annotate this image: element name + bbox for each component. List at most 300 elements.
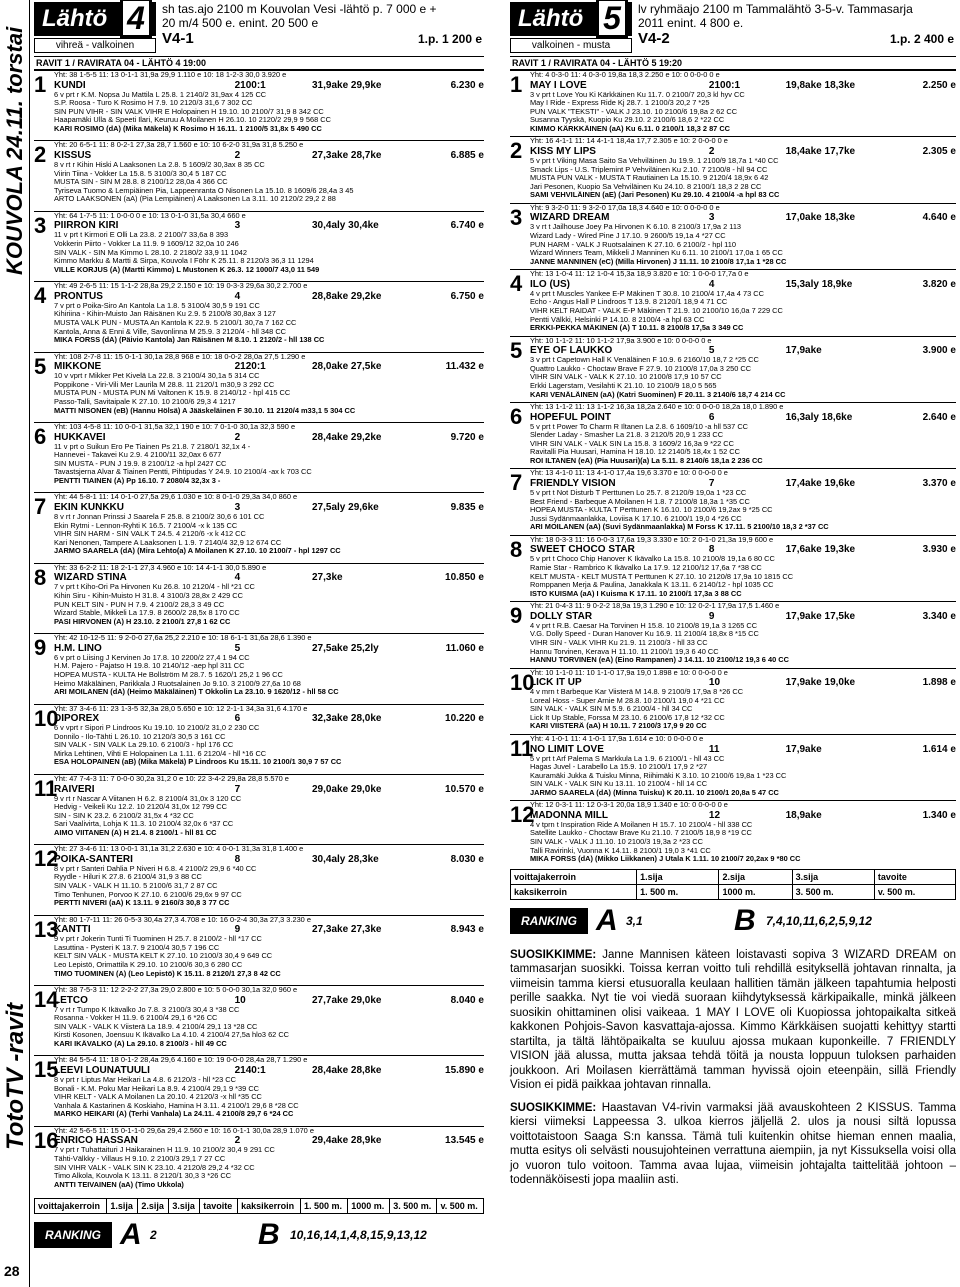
start-line: PUN KELT SIN - PUN H 7.9. 4 2100/2 28,3 3 49 CC: [54, 600, 225, 609]
driver-line: ROI ILTANEN (eA) (Pia Huusari)(a) La 5.11. 8 2140/6 18,1a 2 236 CC: [530, 456, 763, 465]
runner-stats: Yht: 47 7-4-3 11: 7 0-0-0 30,2a 31,2 0 e 10: 22 3-4-2 29,8a 28,8 5.570 e: [54, 774, 289, 783]
runner-number: 2: [34, 142, 47, 168]
start-info: 2: [234, 431, 241, 443]
start-line: Kantola, Anna & Enni & Ville, Savonlinna M 25.9. 3 2120/4 - hll 348 CC: [54, 327, 286, 336]
runner-block: [510, 402, 956, 468]
runner-name-line: [54, 643, 484, 654]
runner-block: [34, 985, 484, 1055]
record: 18,9ake: [785, 809, 822, 821]
runner-number: 1: [34, 72, 47, 97]
runner-block: [34, 633, 484, 703]
start-line: Sari Vaalivirta, Lohja K 11.3. 10 2100/4 32,0x 6 *37 CC: [54, 820, 234, 829]
table-header-cell: 1. 500 m.: [637, 884, 719, 899]
runner-stats: Yht: 13 1-1-2 11: 13 1-1-2 16,3a 18,2a 2.640 e 10: 0 0-0-0 18,2a 18,0 1.890 e: [530, 402, 784, 411]
race-info-line1: sh tas.ajo 2100 m Kouvolan Vesi -lähtö p. 7 000 e +: [162, 2, 437, 16]
runner-number: 12: [34, 846, 59, 872]
driver-line: ARI MOILANEN (dA) (Heimo Mäkäläinen) T Okkolin La 23.10. 9 1620/12 - hll 58 CC: [54, 688, 339, 697]
runner-stats: Yht: 38 1-5-5 11: 13 0-1-1 31,9a 29,9 1.110 e 10: 18 1-2-3 30,0 3.920 e: [54, 71, 287, 79]
start-line: SIN VALK - VALK SIN Ku 13.11. 10 2100/4 - hll 14 CC: [530, 780, 708, 789]
runner-number: 3: [34, 212, 47, 238]
start-line: Talli Ravirinki, Vuonna K 14.11. 8 2100/1 19,0 3 *41 CC: [530, 846, 711, 855]
ranking-a-letter: A: [596, 903, 618, 937]
ranking-b-value: 10,16,14,1,4,8,15,9,13,12: [290, 1228, 427, 1243]
runner-number: 6: [510, 403, 523, 429]
record: 29,4ake 28,9ke: [311, 1135, 382, 1147]
runner-name-line: [530, 810, 956, 821]
ranking-a-letter: A: [120, 1218, 142, 1252]
horse-name: POIKA-SANTERI: [54, 853, 133, 865]
runner-name-line: [54, 854, 484, 865]
runner-number: 10: [510, 669, 535, 695]
runner-name-line: [530, 146, 956, 157]
runner-number: 9: [34, 635, 47, 661]
driver-line: HANNU TORVINEN (eA) (Eino Rampanen) J 14.11. 10 2100/12 19,3 6 40 CC: [530, 656, 789, 665]
runner-name-line: [54, 713, 484, 724]
earnings: 2.305 e: [922, 145, 956, 157]
runner-number: 6: [34, 423, 47, 449]
table-header-cell: 3.sija: [792, 869, 874, 884]
race-4-logo: [34, 2, 156, 54]
runner-stats: Yht: 108 2-7-8 11: 15 0-1-1 30,1a 28,8 968 e 10: 18 0-0-2 28,0a 27,5 1.290 e: [54, 352, 306, 361]
start-line: Echo - Angus Hall P Lindroos T 13.9. 8 2120/1 18,9 4 71 CC: [530, 298, 728, 307]
driver-line: MIKA FORSS (dA) (Päivio Kantola) Jan Räisänen M 8.10. 1 2120/2 - hll 138 CC: [54, 336, 325, 345]
race-4-column: [34, 0, 484, 1252]
start-line: 8 v rt r Kihin Hiski A Laaksonen La 2.8. 5 1609/2 30,3ax 8 35 CC: [54, 160, 265, 169]
start-line: V.G. Dolly Speed - Duran Hanover Ku 16.9. 11 2100/4 18,8x 8 *15 CC: [530, 630, 759, 639]
table-header-cell: 3. 500 m.: [792, 884, 874, 899]
earnings: 1.898 e: [922, 677, 956, 689]
runner-number: 4: [510, 271, 523, 297]
earnings: 2.250 e: [922, 79, 956, 91]
runner-name-line: [530, 345, 956, 356]
start-line: 8 v prt r Santeri Dahlia P Niveri H 6.8. 4 2100/2 29,9 6 *40 CC: [54, 864, 257, 873]
start-line: Vanhala & Kastarinen & Koskiaho, Hamina H 3.11. 4 2100/1 29,6 8 *28 CC: [54, 1101, 299, 1110]
driver-line: MARKO HEIKARI (A) (Terhi Vanhala) La 24.11. 4 2100/8 29,7 6 *24 CC: [54, 1110, 294, 1119]
runner-number: 9: [510, 603, 523, 629]
start-info: 10: [234, 994, 246, 1006]
horse-name: EKIN KUNKKU: [54, 501, 124, 513]
start-line: Lick It Up Stable, Forssa M 23.10. 6 2100/6 17,8 12 *32 CC: [530, 713, 725, 722]
runner-stats: Yht: 103 4-5-8 11: 10 0-0-1 31,5a 32,1 190 e 10: 7 0-1-0 30,1a 32,3 590 e: [54, 422, 296, 431]
runner-stats: Yht: 12 0-3-1 11: 12 0-3-1 20,0a 18,9 1.340 e 10: 0 0-0-0 0 e: [530, 801, 728, 810]
runner-number: 1: [510, 72, 523, 97]
earnings: 9.720 e: [450, 431, 484, 443]
start-info: 3: [234, 501, 241, 513]
start-line: 5 v prt t Choco Chip Hanover K Ikävalko La 15.8. 10 2100/8 19,1a 6 80 CC: [530, 555, 775, 564]
runner-stats: Yht: 44 5-8-1 11: 14 0-1-0 27,5a 29,6 1.030 e 10: 8 0-1-0 29,3a 34,0 860 e: [54, 493, 298, 502]
record: 17,9ake: [785, 345, 822, 357]
record: 30,4aly 28,3ke: [311, 853, 379, 865]
runner-number: 12: [510, 802, 535, 828]
ranking-b-letter: B: [258, 1218, 280, 1252]
start-line: Leo Lepistö, Orimattila K 29.10. 10 2100/6 30,3 6 280 CC: [54, 961, 243, 970]
runner-block: [34, 1055, 484, 1125]
earnings: 3.930 e: [922, 544, 956, 556]
start-line: 5 v prt t Viking Masa Saito Sa Vehviläinen Ju 19.9. 1 2100/9 18,7a 1 *40 CC: [530, 156, 779, 165]
start-line: 3 v rt t Jailhouse Joey Pa Hirvonen K 6.10. 8 2100/3 17,9a 2 113: [530, 223, 742, 232]
driver-line: KARI VENÄLÄINEN (aA) (Katri Suominen) F 20.11. 3 2140/6 18,7 4 214 CC: [530, 390, 786, 399]
start-line: Susanna Tyyskä, Kuopio Ku 29.10. 2 2100/6 18,6 2 *22 CC: [530, 116, 725, 125]
start-line: PUN VALK "TEKSTI" - VALK J 23.10. 10 2100/6 19,8a 2 62 CC: [530, 107, 738, 116]
record: 17,9ake 19,0ke: [785, 677, 856, 689]
start-line: Kauramäki Jukka & Tuisku Minna, Riihimäki K 3.10. 10 2100/6 19,8a 1 *23 CC: [530, 771, 787, 780]
start-line: Smack Lips - U.S. Triplemint P Vehviläinen Ku 2.10. 7 2100/8 - hll 94 CC: [530, 165, 768, 174]
start-line: Erkki Lagerstam, Vesilahti K 21.10. 10 2100/9 18,0 5 565: [530, 381, 717, 390]
start-line: VIHR SIN HARM - SIN VALK T 24.5. 4 2120/6 -x k 412 CC: [54, 530, 246, 539]
start-info: 6: [234, 713, 241, 725]
start-line: 9 v rt r Nascar A Viitanen H 6.2. 8 2100/4 31,0x 3 120 CC: [54, 794, 242, 803]
horse-name: MADONNA MILL: [530, 809, 608, 821]
runner-block: [510, 668, 956, 734]
earnings: 10.570 e: [445, 783, 484, 795]
runner-stats: Yht: 49 2-6-5 11: 15 1-1-2 28,8a 29,2 2.150 e 10: 19 0-3-3 29,6a 30,2 2.700 e: [54, 282, 308, 291]
sidebar: [0, 0, 30, 1287]
earnings: 6.230 e: [450, 79, 484, 91]
bet-type: V4-2: [638, 30, 670, 47]
driver-line: ARI MOILANEN (aA) (Suvi Sydänmaanlakka) M Forss K 17.11. 5 2100/10 18,3 2 *37 CC: [530, 523, 829, 532]
runner-list: [510, 70, 956, 867]
sidebar-date-title: KOUVOLA 24.11. torstai: [2, 26, 27, 275]
table-header-cell: 3.sija: [169, 1199, 200, 1214]
race-5-header: [510, 0, 956, 70]
record: 27,3ake 27,3ke: [311, 924, 382, 936]
start-line: VIHR SIN VALK - VALK SIN La 15.8. 3 1609/2 16,3a 9 *22 CC: [530, 439, 734, 448]
earnings: 15.890 e: [445, 1065, 484, 1077]
start-line: 4 v prt t R.B. Caesar Ha Torvinen H 15.8. 10 2100/8 19,1a 3 1265 CC: [530, 621, 758, 630]
summary-text: [510, 948, 956, 1188]
start-line: KELT SIN VALK - MUSTA KELT K 27.10. 10 2100/3 30,4 9 649 CC: [54, 952, 273, 961]
horse-name: PIIRRON KIRI: [54, 220, 119, 232]
runner-name-line: [54, 220, 484, 231]
runner-stats: Yht: 42 10-12-5 11: 9 2-0-0 27,6a 25,2 2.210 e 10: 18 6-1-1 31,6a 28,6 1.390 e: [54, 634, 312, 643]
earnings: 8.943 e: [450, 924, 484, 936]
earnings: 4.640 e: [922, 212, 956, 224]
driver-line: MIKA FORSS (dA) (Mikko Liikkanen) J Utala K 1.11. 10 2100/7 20,2ax 9 *80 CC: [530, 855, 801, 864]
start-line: 11 v prt o Suikun Ero Pe Tiainen Ps 21.8. 7 2180/1 32,1x 4 -: [54, 442, 251, 451]
runner-block: [34, 774, 484, 844]
record: 27,7ake 29,0ke: [311, 994, 382, 1006]
start-line: 11 v prt t Kirmori E Olli La 23.8. 2 2100/7 33,6a 8 393: [54, 231, 229, 240]
runner-stats: Yht: 42 5-6-5 11: 15 0-1-1-0 29,6a 29,4 2.560 e 10: 16 0-1-1 30,0a 28,9 1.070 e: [54, 1126, 314, 1135]
earnings: 3.900 e: [922, 345, 956, 357]
runner-name-line: [54, 1065, 484, 1076]
record: 31,9ake 29,9ke: [311, 79, 382, 91]
table-header-cell: kaksikerroin: [511, 884, 637, 899]
start-line: S.P. Roosa - Turo K Rosimo H 7.9. 10 2120/3 31,6 7 302 CC: [54, 99, 253, 108]
runner-name-line: [54, 80, 484, 91]
runner-stats: Yht: 20 6-5-1 11: 8 0-2-1 27,3a 28,7 1.560 e 10: 10 6-2-0 31,9a 31,8 5.250 e: [54, 141, 304, 150]
start-line: SIN VALK - VALK H 11.10. 5 2100/6 31,7 2 87 CC: [54, 882, 218, 891]
start-line: Wizard Lady - Wired Pine J 17.10. 9 2600/5 19,1a 4 *27 CC: [530, 231, 726, 240]
record: 28,4ake 28,8ke: [311, 1065, 382, 1077]
start-info: 8: [708, 544, 715, 556]
start-info: 4: [234, 290, 241, 302]
start-line: Jussi Sydänmaanlakka, Loviisa K 17.10. 6 2100/1 19,0 4 *26 CC: [530, 514, 742, 523]
earnings: 9.835 e: [450, 501, 484, 513]
runner-number: 10: [34, 705, 59, 731]
summary-2: [510, 1101, 956, 1188]
start-line: 8 v prt r Liptus Mar Heikari La 4.8. 6 2120/3 - hll *23 CC: [54, 1076, 236, 1085]
driver-line: VILLE KORJUS (A) (Martti Kimmo) L Mustonen K 26.3. 12 1000/7 43,0 11 549: [54, 265, 320, 274]
record: 28,4ake 29,2ke: [311, 431, 382, 443]
runner-stats: Yht: 4 1-0-1 11: 4 1-0-1 17,9a 1.614 e 10: 0 0-0-0 0 e: [530, 734, 704, 743]
start-line: Mirka Lehtinen, Vihti E Holopainen La 1.11. 6 2120/4 - hll *16 CC: [54, 749, 267, 758]
runner-block: [510, 203, 956, 269]
record: 29,0ake 29,0ke: [311, 783, 382, 795]
runner-block: [510, 336, 956, 402]
table-header-cell: 1. 500 m.: [301, 1199, 348, 1214]
summary-1-body: Janne Mannisen käteen loistavasti sopiva 3 WIZARD DREAM on tammasarjan suosikki. Toissa kerran voitto tuli rehdillä esityksellä johtavan rinnalta, ja viimeisin tamma kiersi etusuoralla keulaan hallitien tämän jälkeen tapahtumia helposti perille saakka. Nyt tie voi viedä suoraan kiihdytyksessä kärkipaikalle, minkä jälkeen suosikin ohittaminen olisi vaikeaa. 1 MAY I LOVE oli Kuopiossa johtopaikalta sitkeä kakkonen Pohjois-Savon kasvattaja-ajossa. Kimmo Kärkkäisen suojatti kehittyy startti startilta, ja tältä lähtöpaikalta se kuuluu ajossa mukaan kuponkeille. 7 FRIENDLY VISION jää alussa, mutta jaksaa tehdä töitä ja nousta loppuun tuloksen parhaiden joukkoon. Ari Moilasen kierrättämä tamman hyvissä ojoin eteenpäin, sillä Friendly Vision ei pidä paikkaa johtavan rinnalla.: [510, 948, 956, 1092]
runner-block: [34, 1126, 484, 1196]
runner-number: 16: [34, 1127, 59, 1153]
start-line: Jari Pesonen, Kuopio Sa Vehviläinen Ku 24.10. 8 2100/1 18,3 2 28 CC: [530, 182, 762, 191]
start-line: Tähti-Välkky - Villaus H 9.10. 2 2100/3 29,1 7 27 CC: [54, 1155, 226, 1164]
runner-stats: Yht: 33 6-2-2 11: 18 2-1-1 27,3 4.960 e 10: 14 4-1-1 30,0 5.890 e: [54, 563, 267, 572]
runner-name-line: [54, 361, 484, 372]
start-info: 3: [708, 212, 715, 224]
horse-name: EYE OF LAUKKO: [530, 345, 613, 357]
runner-list: [34, 70, 484, 1196]
start-line: SIN VALK - SIN Ma Kimmo L 28.10. 2 2180/2 33,9 11 1042: [54, 248, 247, 257]
table-header-cell: 1.sija: [107, 1199, 138, 1214]
driver-line: SAMI VEHVILÄINEN (aE) (Jari Pesonen) Ku 29.10. 4 2100/4 -a hpl 83 CC: [530, 191, 780, 200]
start-line: 7 v rt r Tumpo K Ikävalko Jo 7.8. 3 2100/3 30,4 3 *38 CC: [54, 1005, 240, 1014]
start-line: SIN VALK - VALK J 11.10. 10 2100/3 19,3a 2 *23 CC: [530, 838, 703, 847]
ranking: [34, 1218, 484, 1252]
start-line: VIHR KELT - VALK A Moilanen La 20.10. 4 2120/3 -x hll *35 CC: [54, 1093, 262, 1102]
runner-block: [510, 136, 956, 202]
lahto-badge: Lähtö: [34, 2, 156, 36]
earnings: 11.432 e: [445, 361, 484, 373]
driver-line: MATTI NISONEN (eB) (Hannu Hölsä) A Jääskeläinen F 30.10. 11 2120/4 m33,1 5 304 CC: [54, 406, 356, 415]
horse-name: DOLLY STAR: [530, 610, 593, 622]
race-4-header: [34, 0, 484, 70]
record: 28,0ake 27,5ke: [311, 361, 382, 373]
runner-name-line: [54, 291, 484, 302]
ravit-line: RAVIT 1 / RAVIRATA 04 - LÄHTÖ 4 19:00: [34, 56, 484, 70]
start-line: 3 v prt t Love You Ki Kärkkäinen Ku 11.7. 0 2100/7 20,3 kl hyv CC: [530, 90, 745, 99]
horse-name: RAIVERI: [54, 783, 95, 795]
start-info: 4: [708, 278, 715, 290]
summary-2-title: SUOSIKKIMME:: [510, 1101, 597, 1114]
start-line: Pentti Välkki, Helsinki P 14.10. 8 2100/4 -a hpl 63 CC: [530, 315, 705, 324]
record: 15,3aly 18,9ke: [785, 278, 853, 290]
start-line: 4 v tprn t Inspiration Ride A Moilanen H 15.7. 10 2100/4 - hll 338 CC: [530, 820, 753, 829]
runner-name-line: [530, 478, 956, 489]
table-header-cell: 2.sija: [719, 869, 792, 884]
start-line: Ekin Rytmi - Lennon-Ryhti K 16.5. 7 2100/4 -x k 135 CC: [54, 521, 238, 530]
earnings: 6.750 e: [450, 290, 484, 302]
start-line: VIHR SIN VALK - VALK K 27.10. 10 2100/8 17,9 10 57 CC: [530, 373, 722, 382]
start-line: SIN PUN VIHR - SIN VALK VIHR E Holopainen H 19.10. 10 2100/7 31,9 8 342 CC: [54, 107, 324, 116]
runner-number: 15: [34, 1057, 59, 1083]
horse-name: LEEVI LOUNATUULI: [54, 1065, 150, 1077]
runner-number: 5: [510, 337, 523, 363]
start-line: Viirin Tiina - Vokker La 15.8. 5 3100/3 30,4 5 187 CC: [54, 169, 227, 178]
horse-name: FRIENDLY VISION: [530, 477, 616, 489]
start-line: HOPEA MUSTA - KULTA He Bollström M 28.7. 5 1620/1 25,2 1 96 CC: [54, 670, 283, 679]
start-line: Tavastsjerna Alvar & Tiainen Pentti, Pihtipudas Y 24.9. 10 2100/4 -ax k 703 CC: [54, 468, 312, 477]
start-line: Ryydle - Hiluri K 27.8. 6 2100/4 31,9 3 88 CC: [54, 873, 202, 882]
start-line: 5 v prt t Power To Charm R Iltanen La 2.8. 6 1609/10 -a hll 537 CC: [530, 422, 749, 431]
start-line: 7 v prt r Tuhattaituri J Haikarainen H 11.9. 10 2100/2 30,4 9 291 CC: [54, 1146, 275, 1155]
race-colors: vihreä - valkoinen: [34, 38, 156, 53]
record: 30,4aly 30,4ke: [311, 220, 379, 232]
runner-stats: Yht: 64 1-7-5 11: 1 0-0-0 0 e 10: 13 0-1-0 31,5a 30,4 660 e: [54, 211, 246, 220]
horse-name: H.M. LINO: [54, 642, 102, 654]
runner-number: 11: [510, 735, 534, 761]
start-info: 7: [708, 477, 715, 489]
summary-1: [510, 948, 956, 1093]
ranking-a-value: 2: [150, 1228, 157, 1243]
earnings: 2.640 e: [922, 411, 956, 423]
start-line: MUSTA SIN - SIN M 28.8. 8 2100/12 28,0a 4 366 CC: [54, 178, 228, 187]
record: 16,3aly 18,6ke: [785, 411, 853, 423]
earnings: 1.340 e: [922, 809, 956, 821]
start-line: Bonali - K.M. Poku Mar Heikari La 8.9. 4 2100/4 29,1 9 *39 CC: [54, 1084, 259, 1093]
record: 27,3ake 28,7ke: [311, 149, 382, 161]
runner-stats: Yht: 37 3-4-6 11: 23 1-3-5 32,3a 28,0 5.650 e 10: 12 2-1-1 34,3a 31,6 4.170 e: [54, 704, 308, 713]
earnings: 10.850 e: [445, 572, 484, 584]
earnings: 3.370 e: [922, 477, 956, 489]
start-line: 5 v prt t Arf Palema S Markkula La 1.9. 6 2100/1 - hll 43 CC: [530, 754, 725, 763]
bet-type: V4-1: [162, 30, 194, 47]
horse-name: DIPOREX: [54, 713, 100, 725]
start-line: SIN VALK - SIN VALK La 29.10. 6 2100/3 - hpl 176 CC: [54, 741, 234, 750]
start-line: Hannu Torvinen, Kerava H 11.10. 11 2100/1 19,3 6 40 CC: [530, 647, 719, 656]
race-5-logo: [510, 2, 632, 54]
start-info: 9: [708, 610, 715, 622]
start-info: 5: [708, 345, 715, 357]
start-line: Kimmo Markku & Martti & Sirpa, Kouvola I Föhr K 25.11. 8 2120/3 36,3 11 1294: [54, 257, 314, 266]
runner-number: 7: [510, 470, 523, 496]
driver-line: ISTO KUISMA (aA) I Kuisma K 17.11. 10 2100/1 17,3a 3 88 CC: [530, 589, 742, 598]
start-info: 7: [234, 783, 241, 795]
runner-name-line: [530, 677, 956, 688]
runner-block: [34, 352, 484, 422]
record: 19,8ake 18,3ke: [785, 79, 856, 91]
runner-block: [34, 844, 484, 914]
start-line: Satellite Laukko - Choctaw Brave Ku 21.10. 7 2100/5 18,9 8 *19 CC: [530, 829, 752, 838]
start-line: 7 v prt o Poika-Siro An Kantola La 1.8. 5 3100/4 30,5 9 191 CC: [54, 301, 260, 310]
horse-name: HUKKAVEI: [54, 431, 106, 443]
runner-number: 7: [34, 494, 47, 520]
runner-block: [34, 281, 484, 351]
start-line: Best Friend - Barbeque A Moilanen H 1.8. 7 2100/8 18,3a 1 *35 CC: [530, 497, 750, 506]
runner-block: [34, 211, 484, 281]
ravit-line: RAVIT 1 / RAVIRATA 04 - LÄHTÖ 5 19:20: [510, 56, 956, 70]
driver-line: KARI VIISTERÄ (aA) H 10.11. 7 2100/3 17,9 9 20 CC: [530, 722, 707, 731]
record: 17,6ake 19,3ke: [785, 544, 856, 556]
table-header-cell: v. 500 m.: [874, 884, 955, 899]
runner-block: [510, 800, 956, 866]
record: 17,0ake 18,3ke: [785, 212, 856, 224]
start-line: Tyriseva Tuomo & Lempiäinen Pia, Lappeenranta O Nisonen La 15.10. 8 1609/6 28,4a 3 45: [54, 186, 354, 195]
start-info: 3: [234, 220, 241, 232]
runner-block: [510, 70, 956, 136]
runner-block: [34, 422, 484, 492]
earnings: 8.040 e: [450, 994, 484, 1006]
start-line: 9 v prt r Jokerin Tunti Ti Tuominen H 25.7. 8 2100/2 - hll *17 CC: [54, 935, 262, 944]
runner-block: [510, 535, 956, 601]
runner-number: 5: [34, 353, 47, 379]
ranking-b-value: 7,4,10,11,6,2,5,9,12: [766, 913, 872, 928]
start-line: Hedvig - Veikeli Ku 12.2. 10 2120/4 31,0x 12 799 CC: [54, 803, 227, 812]
race-colors: valkoinen - musta: [510, 38, 632, 53]
start-info: 2: [234, 1135, 241, 1147]
runner-name-line: [530, 611, 956, 622]
horse-name: LETCO: [54, 994, 88, 1006]
start-line: Donnilo - Ilo-Tähti L 26.10. 10 2120/3 30,5 3 161 CC: [54, 732, 226, 741]
record: 27,3ke: [311, 572, 343, 584]
earnings: 6.740 e: [450, 220, 484, 232]
runner-block: [510, 468, 956, 534]
record: 32,3ake 28,0ke: [311, 713, 382, 725]
start-line: Kihin Siru - Kihin-Muisto H 31.8. 4 3100/3 28,8x 2 429 CC: [54, 591, 243, 600]
driver-line: KIMMO KÄRKKÄINEN (aA) Ku 6.11. 0 2100/1 18,3 2 87 CC: [530, 124, 731, 133]
page-number: 28: [4, 1263, 20, 1279]
summary-2-body: Haastavan V4-rivin varmaksi jää avauskohteen 2 KISSUS. Tamma kiersi viimeksi Lappeessa 3. ulkoa kierros jäljellä 2. ulos ja nousi siltä lopussa voittotaistoon Saaga S:n kanssa. Tämä tuli kuitenkin ohitse hieman ennen maalia, mutta esitys oli selvästi nousujohteinen verrattuna aiempiin, ja nyt Kissuksella voisi olla jo vuoron tulo voitoon. Tamma avaa lujaa, viimeisin johtajalta taittelitää johtoon – todennäköisesti jopa maaliin asti.: [510, 1101, 956, 1187]
start-line: Rosanna - Vokker H 11.9. 6 2100/4 29,1 6 *26 CC: [54, 1014, 218, 1023]
runner-number: 8: [34, 564, 47, 590]
horse-name: LICK IT UP: [530, 677, 582, 689]
table-header-cell: tavoite: [200, 1199, 238, 1214]
race-5-column: [510, 0, 956, 1196]
runner-stats: Yht: 13 4-1-0 11: 13 4-1-0 17,4a 19,6 3.370 e 10: 0 0-0-0 0 e: [530, 469, 728, 478]
record: 17,9ake 17,5ke: [785, 610, 856, 622]
record: 17,9ake: [785, 743, 822, 755]
runner-name-line: [54, 432, 484, 443]
horse-name: HOPEFUL POINT: [530, 411, 611, 423]
horse-name: PRONTUS: [54, 290, 103, 302]
start-line: Hannevei - Takavei Ku 2.9. 4 2100/11 32,0ax 6 677: [54, 451, 222, 460]
runner-number: 11: [34, 775, 58, 801]
horse-name: KISSUS: [54, 149, 92, 161]
start-line: ARTO LAAKSONEN (aA) (Pia Lempiäinen) A Laaksonen La 3.11. 10 2120/2 29,2 2 88: [54, 195, 336, 204]
earnings: 8.030 e: [450, 853, 484, 865]
lahto-badge: Lähtö: [510, 2, 632, 36]
start-info: 2: [234, 149, 241, 161]
start-info: 2100:1: [708, 79, 741, 91]
start-line: SIN VALK - VALK SIN M 5.9. 6 2100/4 - hll 34 CC: [530, 705, 693, 714]
earnings: 6.885 e: [450, 149, 484, 161]
record: 17,4ake 19,6ke: [785, 477, 856, 489]
start-line: 6 v prt r K.M. Nopsa Ju Mattila L 25.8. 1 2140/2 31,9ax 4 125 CC: [54, 90, 267, 99]
table-header-cell: kaksikerroin: [238, 1199, 301, 1214]
runner-stats: Yht: 10 1-1-2 11: 10 1-1-2 17,9a 3.900 e 10: 0 0-0-0 0 e: [530, 336, 712, 345]
table-header-cell: 1000 m.: [719, 884, 792, 899]
start-line: 3 v prt t Capetown Hall K Venäläinen F 10.9. 6 2160/10 18,7 2 *25 CC: [530, 356, 759, 365]
horse-name: WIZARD DREAM: [530, 212, 610, 224]
runner-number: 8: [510, 536, 523, 562]
summary-1-title: SUOSIKKIMME:: [510, 948, 597, 961]
start-line: 10 v vprt r Mikker Pet Kivelä La 22.8. 3 2100/4 30,1a 5 314 CC: [54, 372, 260, 381]
start-line: 4 v prt t Muscles Yankee E-P Mäkinen T 30.8. 10 2100/4 17,4a 4 73 CC: [530, 289, 764, 298]
start-line: SIN - SIN K 23.2. 6 2100/2 31,5x 4 *32 CC: [54, 811, 194, 820]
table-header-cell: 2.sija: [138, 1199, 169, 1214]
table-header-cell: 1000 m.: [348, 1199, 390, 1214]
start-line: Kihiriina - Kihin-Muisto Jan Räisänen Ku 2.9. 5 2100/8 30,8ax 3 127: [54, 310, 276, 319]
earnings: 11.060 e: [445, 642, 484, 654]
driver-line: JARMO SAARELA (dA) (Minna Tuisku) K 20.11. 10 2100/1 20,8a 5 47 CC: [530, 788, 779, 797]
runner-block: [34, 70, 484, 140]
start-line: Quattro Laukko - Choctaw Brave F 27.9. 10 2100/8 17,0a 3 250 CC: [530, 364, 752, 373]
horse-name: SWEET CHOCO STAR: [530, 544, 635, 556]
runner-stats: Yht: 84 5-5-4 11: 18 0-1-2 28,4a 29,6 4.160 e 10: 19 0-0-0 28,4a 28,7 1.290 e: [54, 1056, 308, 1065]
start-info: 2100:1: [234, 79, 266, 91]
horse-name: NO LIMIT LOVE: [530, 743, 604, 755]
start-info: 9: [234, 924, 241, 936]
